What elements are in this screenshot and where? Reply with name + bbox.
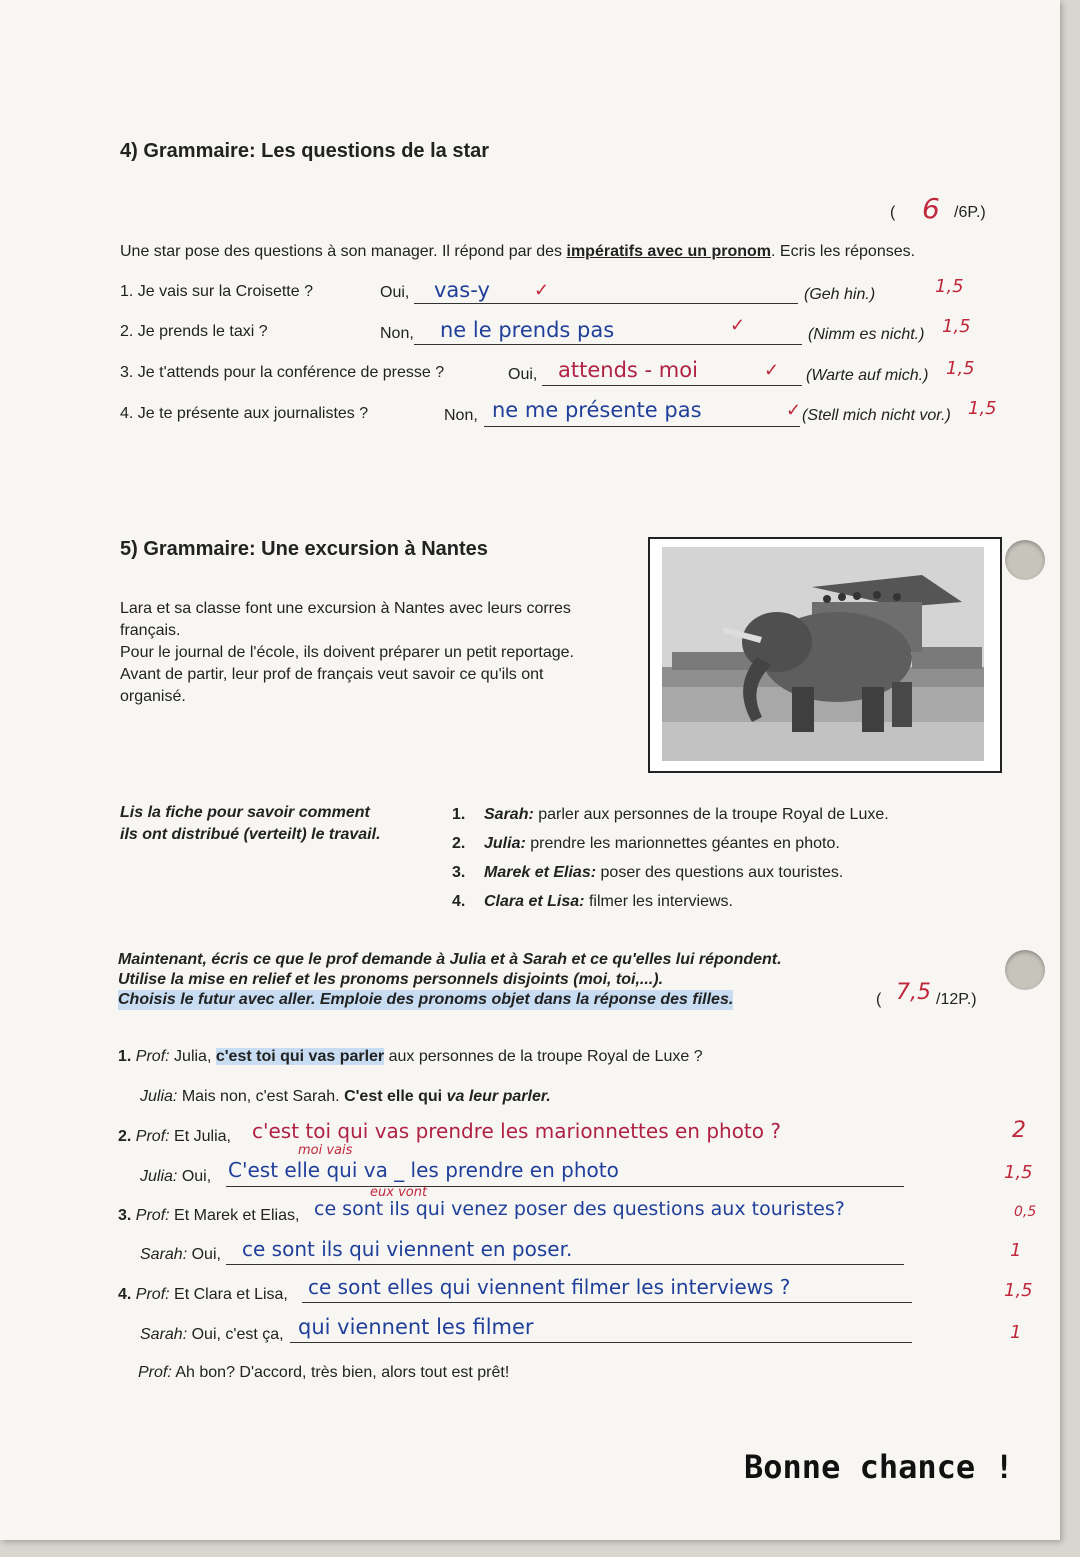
row3-score: 0,5 — [1014, 1204, 1037, 1220]
section5-title: 5) Grammaire: Une excursion à Nantes — [120, 538, 488, 560]
punch-hole — [1005, 950, 1045, 990]
answer-1[interactable]: vas-y — [434, 278, 490, 302]
score-3: 1,5 — [946, 358, 975, 379]
answer-lead-4: Non, — [444, 407, 478, 424]
check-mark-2: ✓ — [730, 315, 746, 335]
section4-score-mark: 6 — [922, 192, 940, 225]
row4-score: 1,5 — [1004, 1280, 1033, 1301]
section5-instructions: Maintenant, écris ce que le prof demande à Julia et à Sarah et ce qu'elles lui répondent. Utilise la mise en relief et les pronoms personnels disjoints (moi, toi,...). Choisis le futur avec aller. Emploie des pronoms objet dans la réponse des filles. — [118, 951, 782, 1008]
row2-julia-score: 1,5 — [1004, 1162, 1033, 1183]
punch-hole — [1005, 540, 1045, 580]
row2-julia-lead: Julia: Oui, — [140, 1168, 212, 1185]
row2-score: 2 — [1012, 1118, 1026, 1143]
answer-4[interactable]: ne me présente pas — [492, 398, 702, 422]
section4-score-open: ( — [890, 204, 896, 221]
closing-line: Prof: Ah bon? D'accord, très bien, alors tout est prêt! — [138, 1364, 510, 1381]
hint-1: (Geh hin.) — [804, 286, 876, 303]
row4-sarah-lead: Sarah: Oui, c'est ça, — [140, 1326, 284, 1343]
row4-prof-lead: 4. Prof: Et Clara et Lisa, — [118, 1286, 288, 1303]
hint-3: (Warte auf mich.) — [806, 367, 929, 384]
section4-title: 4) Grammaire: Les questions de la star — [120, 140, 490, 162]
answer-lead-3: Oui, — [508, 366, 538, 383]
row3-sarah-score: 1 — [1010, 1240, 1022, 1261]
hint-4: (Stell mich nicht vor.) — [802, 407, 951, 424]
elephant-photo — [648, 537, 1002, 773]
answer-lead-2: Non, — [380, 325, 414, 342]
question-2: 2. Je prends le taxi ? — [120, 323, 268, 340]
elephant-illustration — [662, 547, 984, 761]
fiche-item-4: 4. Clara et Lisa: filmer les interviews. — [452, 893, 733, 910]
example-julia: Julia: Mais non, c'est Sarah. C'est elle qui va leur parler. — [140, 1088, 551, 1105]
row4-prof-answer[interactable]: ce sont elles qui viennent filmer les interviews ? — [308, 1275, 791, 1299]
fiche-prompt: Lis la fiche pour savoir comment ils ont distribué (verteilt) le travail. — [120, 804, 381, 843]
row4-sarah-answer[interactable]: qui viennent les filmer — [298, 1315, 534, 1339]
score-4: 1,5 — [968, 398, 997, 419]
fiche-item-3: 3. Marek et Elias: poser des questions aux touristes. — [452, 864, 844, 881]
check-mark-3: ✓ — [764, 360, 780, 380]
question-3: 3. Je t'attends pour la conférence de presse ? — [120, 364, 445, 381]
fiche-item-1: 1. Sarah: parler aux personnes de la troupe Royal de Luxe. — [452, 806, 889, 823]
check-mark-1: ✓ — [534, 280, 550, 300]
good-luck-text: Bonne chance ! — [744, 1448, 1014, 1486]
score-2: 1,5 — [942, 316, 971, 337]
question-4: 4. Je te présente aux journalistes ? — [120, 405, 369, 422]
row3-prof-answer[interactable]: ce sont ils qui venez poser des questions aux touristes? — [314, 1198, 845, 1220]
section5-score-total: /12P.) — [936, 991, 977, 1008]
answer-lead-1: Oui, — [380, 284, 410, 301]
hint-2: (Nimm es nicht.) — [808, 326, 925, 343]
row2-prof-lead: 2. Prof: Et Julia, — [118, 1128, 231, 1145]
row3-correction: eux vont — [370, 1185, 428, 1200]
row3-prof-lead: 3. Prof: Et Marek et Elias, — [118, 1207, 300, 1224]
answer-2[interactable]: ne le prends pas — [440, 318, 615, 342]
example-prof: 1. Prof: Julia, c'est toi qui vas parler aux personnes de la troupe Royal de Luxe ? — [118, 1048, 703, 1065]
section5-intro: Lara et sa classe font une excursion à Nantes avec leurs corres français. Pour le journal de l'école, ils doivent préparer un petit reportage. Avant de partir, leur prof de français veut savoir ce qu'ils ont organisé. — [120, 600, 574, 705]
row4-sarah-score: 1 — [1010, 1322, 1022, 1343]
fiche-item-2: 2. Julia: prendre les marionnettes géantes en photo. — [452, 835, 840, 852]
row2-julia-answer[interactable]: C'est elle qui va _ les prendre en photo — [228, 1158, 619, 1182]
section4-instruction: Une star pose des questions à son manager. Il répond par des impératifs avec un pronom. Ecris les réponses. — [120, 243, 916, 260]
score-1: 1,5 — [935, 276, 964, 297]
row2-prof-answer[interactable]: c'est toi qui vas prendre les marionnettes en photo ? — [252, 1119, 781, 1143]
section5-score-mark: 7,5 — [896, 980, 931, 1005]
row3-sarah-lead: Sarah: Oui, — [140, 1246, 221, 1263]
section4-score-total: /6P.) — [954, 204, 986, 221]
answer-3[interactable]: attends - moi — [558, 358, 698, 382]
check-mark-4: ✓ — [786, 400, 802, 420]
photo-image — [662, 547, 984, 761]
row3-sarah-answer[interactable]: ce sont ils qui viennent en poser. — [242, 1237, 573, 1261]
row2-julia-correction: moi vais — [298, 1143, 353, 1158]
question-1: 1. Je vais sur la Croisette ? — [120, 283, 313, 300]
section5-score-open: ( — [876, 991, 882, 1008]
